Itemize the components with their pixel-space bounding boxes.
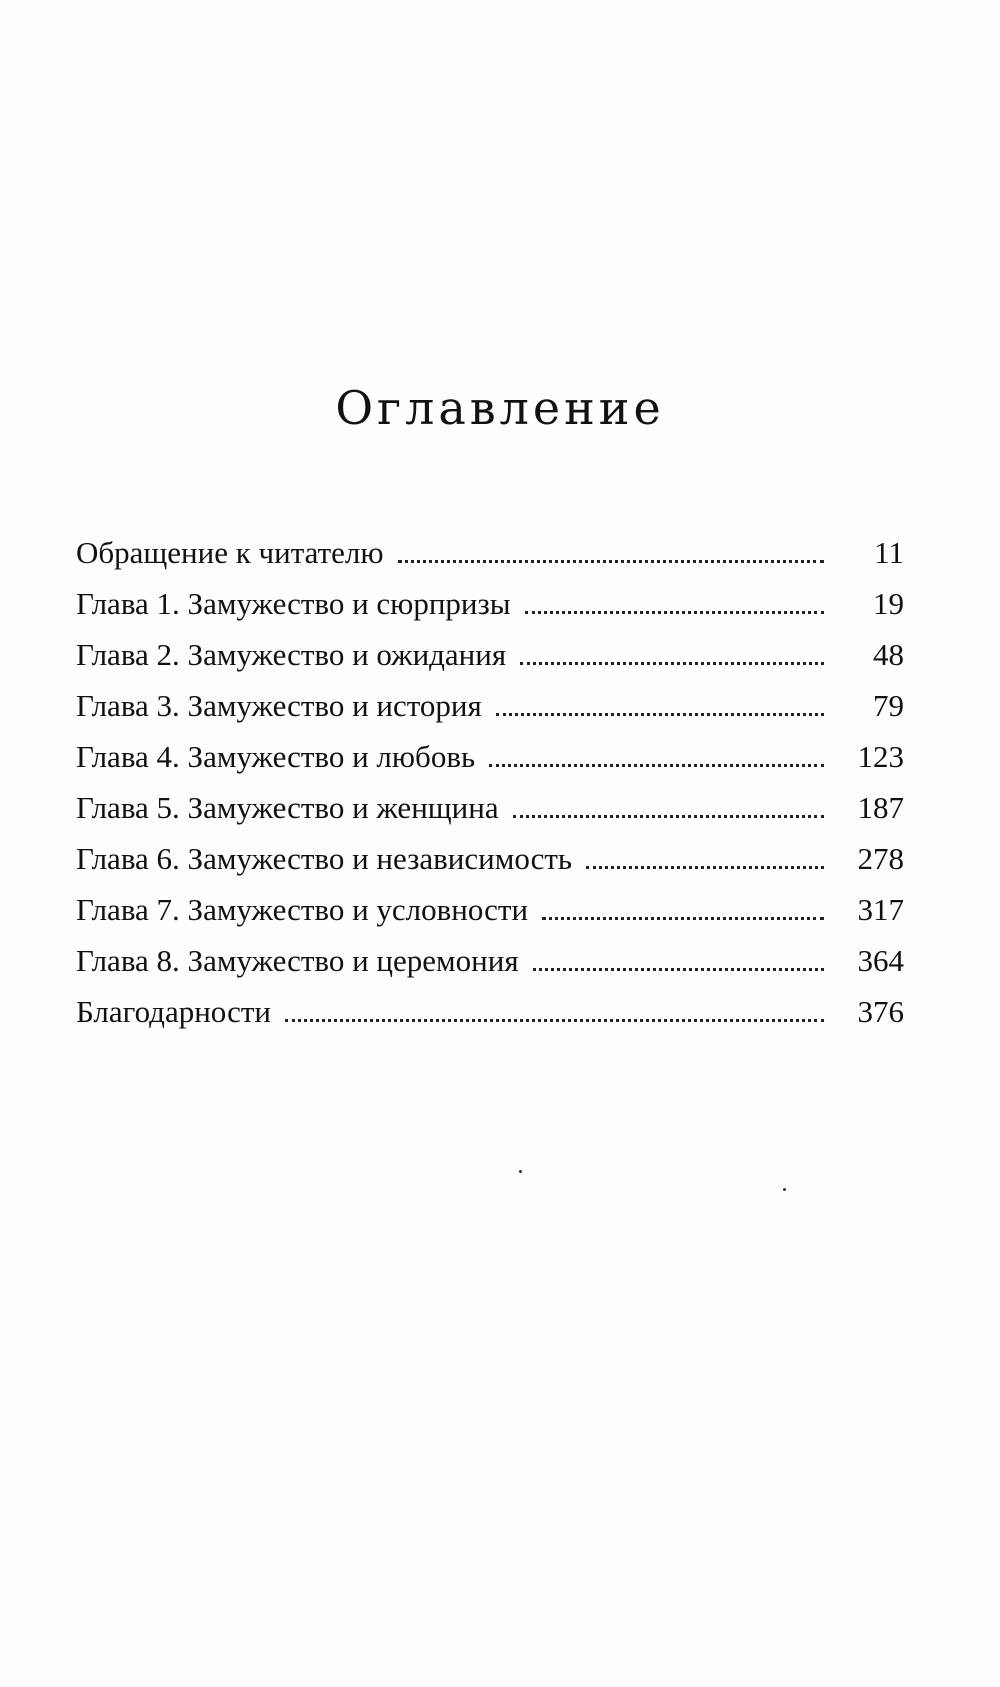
dot-leader (285, 1018, 824, 1022)
toc-entry-label: Обращение к читателю (76, 535, 384, 570)
toc-entry-page-number: 376 (857, 994, 904, 1029)
dot-leader (496, 712, 824, 716)
toc-entry-label: Глава 7. Замужество и условности (76, 892, 529, 927)
toc-entry-page-number: 364 (857, 943, 904, 978)
print-speck (519, 1170, 522, 1173)
dot-leader (533, 967, 824, 971)
toc-entry-label: Глава 1. Замужество и сюрпризы (76, 586, 511, 621)
toc-entry-page-number: 19 (873, 586, 904, 621)
dot-leader (586, 865, 824, 869)
toc-entry-9 (76, 994, 904, 1045)
toc-entry-0 (76, 535, 904, 586)
toc-entry-1 (76, 586, 904, 637)
toc-entry-page-number: 123 (857, 739, 904, 774)
toc-entry-label: Глава 3. Замужество и история (76, 688, 482, 723)
toc-entry-page-number: 187 (857, 790, 904, 825)
toc-entry-page-number: 11 (874, 535, 904, 570)
dot-leader (513, 814, 824, 818)
toc-entry-5 (76, 790, 904, 841)
toc-entry-4 (76, 739, 904, 790)
toc-entry-3 (76, 688, 904, 739)
page-title: Оглавление (335, 380, 665, 435)
toc-entry-page-number: 317 (857, 892, 904, 927)
toc-entry-page-number: 278 (857, 841, 904, 876)
dot-leader (542, 916, 824, 920)
dot-leader (525, 610, 824, 614)
print-speck (783, 1188, 786, 1191)
toc-entry-8 (76, 943, 904, 994)
toc-entry-label: Глава 6. Замужество и независимость (76, 841, 573, 876)
toc-entry-page-number: 48 (873, 637, 904, 672)
toc-entry-label: Глава 5. Замужество и женщина (76, 790, 499, 825)
toc-entry-page-number: 79 (873, 688, 904, 723)
toc-entry-label: Глава 4. Замужество и любовь (76, 739, 476, 774)
toc-entry-label: Благодарности (76, 994, 271, 1029)
toc-entry-7 (76, 892, 904, 943)
toc-entry-6 (76, 841, 904, 892)
dot-leader (398, 559, 824, 563)
toc-entry-label: Глава 2. Замужество и ожидания (76, 637, 507, 672)
toc-entry-label: Глава 8. Замужество и церемония (76, 943, 519, 978)
dot-leader (489, 763, 824, 767)
dot-leader (520, 661, 824, 665)
toc-entry-2 (76, 637, 904, 688)
table-of-contents (76, 535, 904, 1045)
